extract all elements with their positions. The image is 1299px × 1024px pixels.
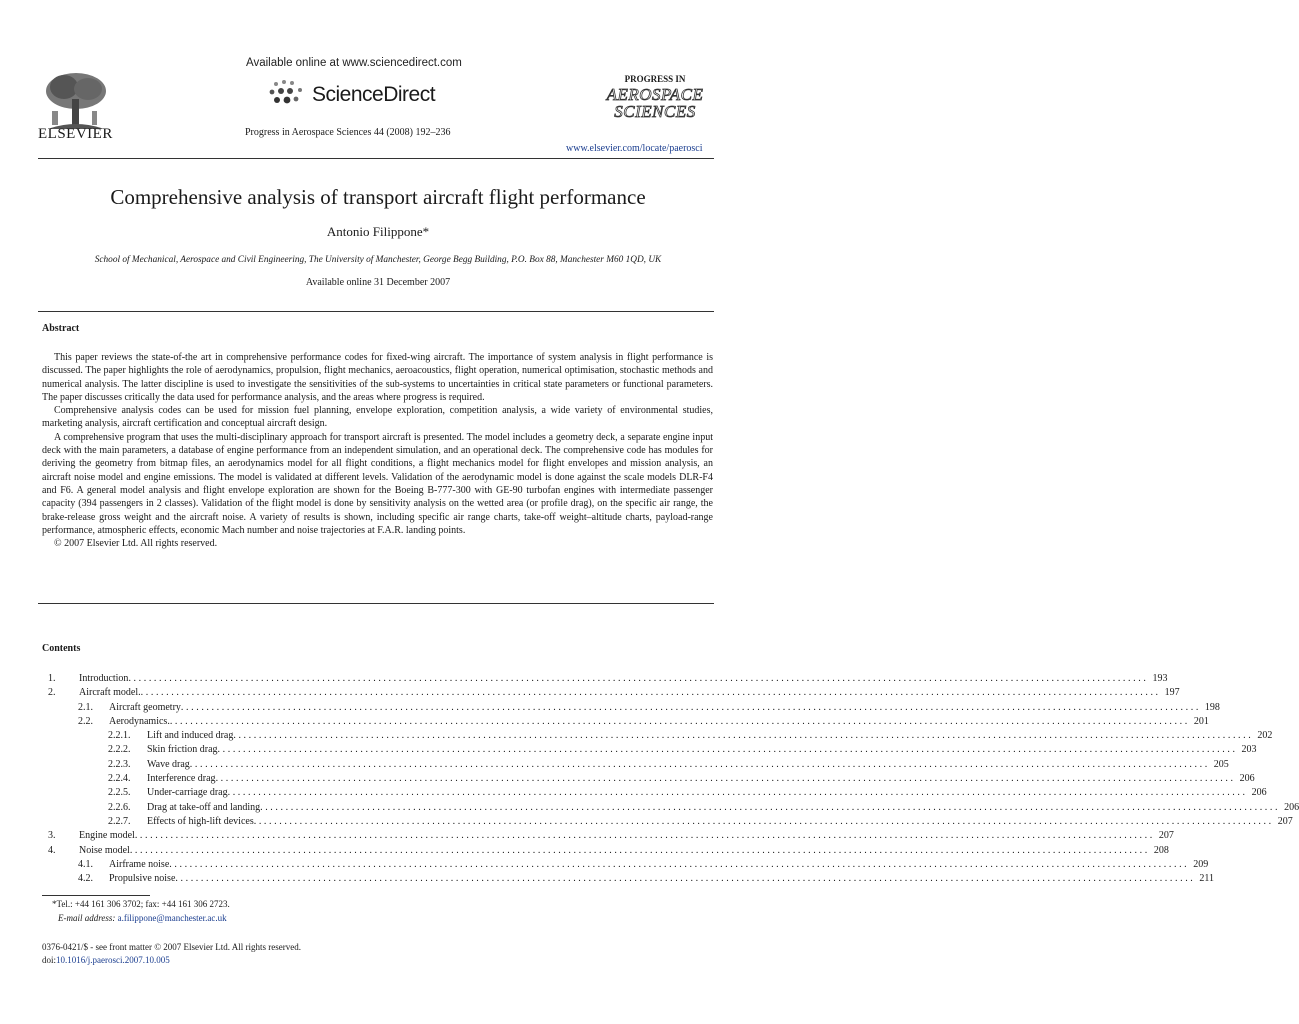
- toc-title: Drag at take-off and landing: [147, 801, 261, 813]
- journal-url-link[interactable]: www.elsevier.com/locate/paerosci: [566, 143, 703, 154]
- toc-page-number: 201: [1193, 715, 1209, 727]
- toc-title: Effects of high-lift devices: [147, 815, 254, 827]
- toc-number: 2.2.: [78, 715, 93, 727]
- toc-leader-dots: ........................................................................................................................................................................................................: [169, 858, 1190, 870]
- abstract-paragraph: A comprehensive program that uses the multi-disciplinary approach for transport aircraft is presented. The model includes a geometry deck, a separate engine input deck with the main parameters, a database of engine performance from an independent simulation, and an operational deck. The comprehensive code has modules for deriving the geometry from bitmap files, an aerodynamics model for all flight conditions, a flight mechanics model for flight envelopes and mission analysis, an aircraft noise model and engine emissions. The model is validated at different levels. Validation of the aerodynamic model is done against the scale models DLR-F4 and F6. A general model analysis and flight envelope exploration are shown for the Boeing B-777-300 with GE-90 turbofan engines with intermediate passenger capacity (394 passengers in 2 classes). Validation of the flight model is done by sensitivity analysis on the wetted area (or profile drag), on the specific air range, the brake-release gross weight and the aircraft noise. A variety of results is shown, including specific air range charts, take-off weight–altitude charts, payload-range performance, atmospheric effects, economic Mach number and noise trajectories at F.A.R. landing points.: [42, 431, 713, 536]
- toc-number: 4.: [48, 844, 56, 856]
- toc-entry[interactable]: [42, 672, 1168, 686]
- header-divider: [38, 158, 714, 159]
- toc-leader-dots: ........................................................................................................................................................................................................: [215, 773, 1236, 785]
- toc-leader-dots: ........................................................................................................................................................................................................: [233, 730, 1254, 742]
- toc-page-number: 211: [1199, 873, 1215, 885]
- journal-citation: Progress in Aerospace Sciences 44 (2008) 192–236: [245, 127, 451, 138]
- footnote-tel: *Tel.: +44 161 306 3702; fax: +44 161 306 2723.: [52, 899, 230, 909]
- footnote-divider: [42, 895, 150, 896]
- toc-page-number: 198: [1204, 701, 1220, 713]
- toc-entry[interactable]: [42, 686, 1180, 700]
- toc-number: 2.2.4.: [108, 773, 131, 785]
- toc-entry[interactable]: [42, 786, 1267, 800]
- author-name: Antonio Filippone*: [326, 224, 430, 239]
- email-link[interactable]: a.filippone@manchester.ac.uk: [117, 913, 227, 923]
- toc-number: 4.2.: [78, 873, 93, 885]
- toc-number: 2.2.5.: [108, 787, 131, 799]
- toc-leader-dots: ........................................................................................................................................................................................................: [140, 687, 1161, 699]
- toc-title: Skin friction drag: [147, 744, 218, 756]
- toc-entry[interactable]: [42, 815, 1293, 829]
- toc-leader-dots: ........................................................................................................................................................................................................: [260, 801, 1281, 813]
- toc-number: 2.2.7.: [108, 815, 131, 827]
- toc-entry[interactable]: [42, 758, 1229, 772]
- contents-heading: Contents: [42, 643, 81, 654]
- toc-leader-dots: ........................................................................................................................................................................................................: [175, 873, 1196, 885]
- abstract-bottom-divider: [38, 603, 714, 604]
- email-label: E-mail address:: [58, 913, 116, 923]
- author-affiliation: School of Mechanical, Aerospace and Civil Engineering, The University of Manchester, George Begg Building, P.O. Box 88, Manchester M60 1QD, UK: [94, 255, 662, 265]
- toc-page-number: 208: [1153, 844, 1169, 856]
- toc-entry[interactable]: [42, 872, 1215, 886]
- toc-entry[interactable]: [42, 829, 1174, 843]
- toc-number: 2.2.6.: [108, 801, 131, 813]
- toc-title: Under-carriage drag: [147, 787, 228, 799]
- toc-leader-dots: ........................................................................................................................................................................................................: [134, 830, 1155, 842]
- doi-label: doi:: [42, 955, 57, 965]
- toc-page-number: 207: [1158, 830, 1174, 842]
- toc-page-number: 207: [1277, 815, 1293, 827]
- toc-page-number: 206: [1284, 801, 1299, 813]
- toc-entry[interactable]: [42, 844, 1169, 858]
- front-matter-line: 0376-0421/$ - see front matter © 2007 Elsevier Ltd. All rights reserved.: [42, 942, 302, 952]
- toc-number: 2.: [48, 687, 56, 699]
- toc-title: Aerodynamics.: [109, 715, 170, 727]
- toc-leader-dots: ........................................................................................................................................................................................................: [217, 744, 1238, 756]
- toc-title: Engine model: [79, 830, 135, 842]
- toc-title: Aircraft geometry: [109, 701, 181, 713]
- table-of-contents: [42, 672, 1299, 886]
- abstract-body: [42, 351, 713, 550]
- toc-leader-dots: ........................................................................................................................................................................................................: [169, 715, 1190, 727]
- footnote-email: [58, 913, 227, 923]
- available-online-text[interactable]: Available online at www.sciencedirect.com: [246, 57, 462, 69]
- toc-title: Aircraft model.: [79, 687, 141, 699]
- toc-number: 3.: [48, 830, 56, 842]
- toc-title: Introduction: [79, 673, 129, 684]
- toc-leader-dots: ........................................................................................................................................................................................................: [253, 815, 1274, 827]
- toc-number: 2.2.1.: [108, 730, 131, 742]
- toc-title: Noise model: [79, 844, 130, 856]
- toc-title: Interference drag: [147, 773, 216, 785]
- copyright-line: © 2007 Elsevier Ltd. All rights reserved.: [54, 538, 218, 550]
- toc-leader-dots: ........................................................................................................................................................................................................: [189, 758, 1210, 770]
- toc-entry[interactable]: [42, 743, 1257, 757]
- abstract-top-divider: [38, 311, 714, 312]
- available-date: Available online 31 December 2007: [305, 277, 451, 288]
- toc-page-number: 209: [1193, 858, 1209, 870]
- toc-number: 2.1.: [78, 701, 93, 713]
- toc-page-number: 206: [1251, 787, 1267, 799]
- toc-leader-dots: ........................................................................................................................................................................................................: [180, 701, 1201, 713]
- toc-page-number: 203: [1241, 744, 1257, 756]
- sciencedirect-wordmark: ScienceDirect: [312, 83, 436, 106]
- toc-page-number: 205: [1213, 758, 1229, 770]
- toc-title: Airframe noise: [109, 858, 170, 870]
- doi-line: [42, 955, 170, 965]
- toc-leader-dots: ........................................................................................................................................................................................................: [227, 787, 1248, 799]
- toc-page-number: 202: [1257, 730, 1273, 742]
- toc-title: Propulsive noise: [109, 873, 176, 885]
- toc-leader-dots: ........................................................................................................................................................................................................: [128, 673, 1149, 684]
- toc-page-number: 193: [1152, 673, 1168, 684]
- toc-number: 2.2.2.: [108, 744, 131, 756]
- toc-entry[interactable]: [42, 729, 1273, 743]
- abstract-paragraph: Comprehensive analysis codes can be used for mission fuel planning, envelope exploration, competition analysis, a wide variety of environmental studies, marketing analysis, aircraft certification and conceptual aircraft design.: [42, 405, 713, 430]
- journal-logo-word1: AEROSPACE: [606, 85, 704, 104]
- toc-entry[interactable]: [42, 772, 1255, 786]
- article-title: Comprehensive analysis of transport aircraft flight performance: [110, 185, 646, 209]
- toc-entry[interactable]: [42, 858, 1209, 872]
- toc-title: Wave drag: [147, 758, 190, 770]
- publisher-name: ELSEVIER: [38, 126, 113, 142]
- journal-logo-word2: SCIENCES: [614, 102, 696, 121]
- abstract-paragraph: This paper reviews the state-of-the art in comprehensive performance codes for fixed-wing aircraft. The importance of system analysis in flight performance is discussed. The paper highlights the role of aerodynamics, propulsion, flight mechanics, aeroacoustics, flight operation, numerical optimisation, stochastic methods and numerical analysis. The latter discipline is used to investigate the sensitivities of the sub-systems to uncertainties in critical state parameters or functional parameters. The paper discusses critically the data used for performance analysis, and the areas where progress is required.: [42, 352, 713, 403]
- abstract-heading: Abstract: [42, 323, 80, 334]
- toc-number: 1.: [48, 673, 56, 684]
- toc-leader-dots: ........................................................................................................................................................................................................: [129, 844, 1150, 856]
- toc-page-number: 206: [1239, 773, 1255, 785]
- toc-entry[interactable]: [42, 801, 1299, 815]
- journal-logo-wordmark: [596, 86, 714, 120]
- journal-logo-top: PROGRESS IN: [624, 74, 686, 84]
- sciencedirect-dots-icon: [268, 78, 310, 108]
- toc-number: 2.2.3.: [108, 758, 131, 770]
- toc-entry[interactable]: [42, 701, 1220, 715]
- doi-link[interactable]: 10.1016/j.paerosci.2007.10.005: [56, 955, 170, 965]
- toc-page-number: 197: [1164, 687, 1180, 699]
- toc-entry[interactable]: [42, 715, 1209, 729]
- toc-title: Lift and induced drag: [147, 730, 234, 742]
- toc-number: 4.1.: [78, 858, 93, 870]
